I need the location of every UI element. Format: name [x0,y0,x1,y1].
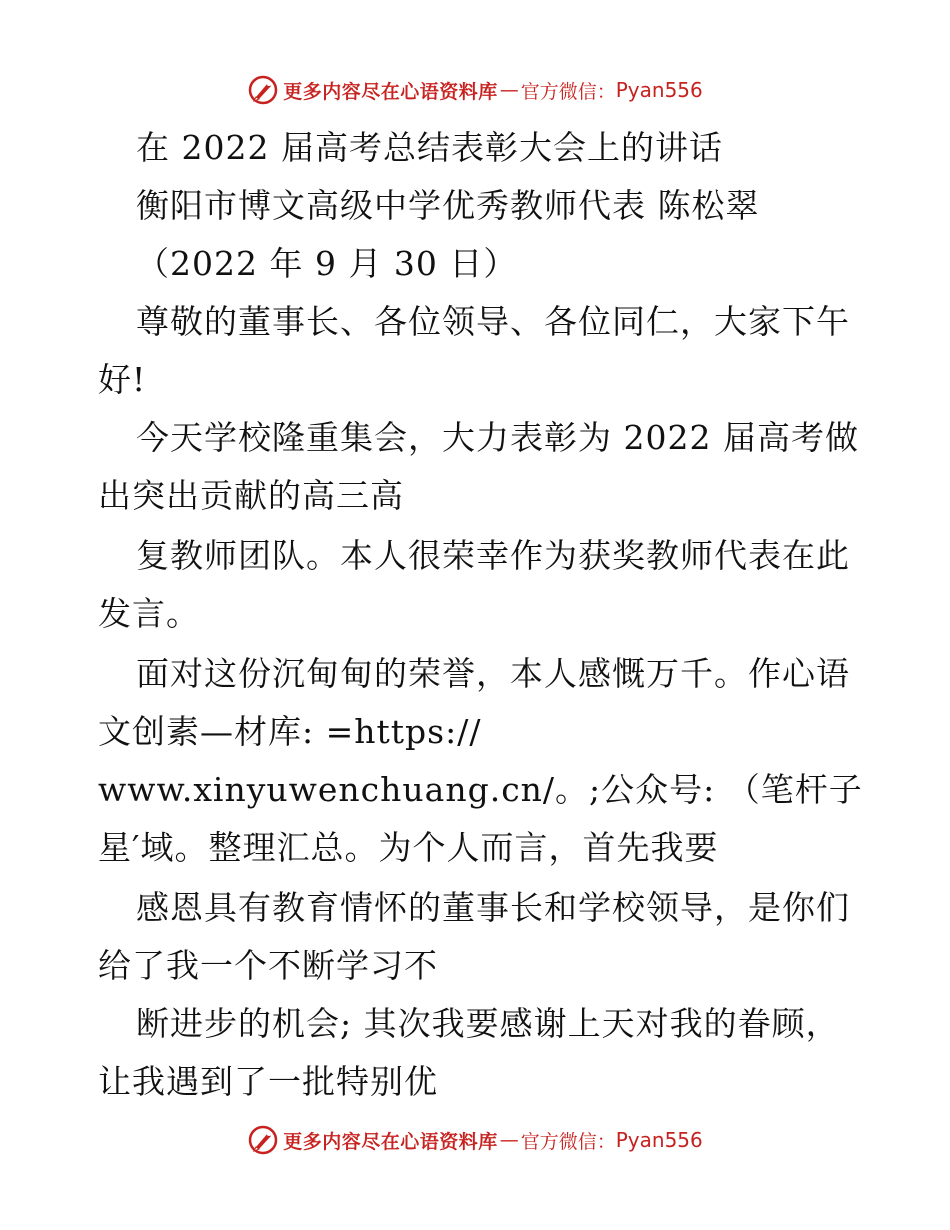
body-line: 面对这份沉甸甸的荣誉，本人感慨万千。作心语 [136,654,850,693]
document-title: 在 2022 届高考总结表彰大会上的讲话 [136,128,723,167]
body-line: 给了我一个不断学习不 [98,946,438,985]
footer-banner [0,1120,950,1160]
pen-logo-icon [247,1124,279,1156]
banner-wechat-label: 官方微信： [520,80,616,103]
banner-wechat-id: Pyan556 [615,1128,703,1152]
banner-text: 更多内容尽在心语资料库 [283,1130,498,1153]
date-line: （2022 年 9 月 30 日） [136,244,518,283]
body-line: 星′域。整理汇总。为个人而言，首先我要 [98,828,719,867]
header-banner [0,70,950,110]
body-line: www.xinyuwenchuang.cn/。;公众号: （笔杆子 [98,770,863,809]
body-line: 感恩具有教育情怀的董事长和学校领导，是你们 [136,888,850,927]
body-line: 复教师团队。本人很荣幸作为获奖教师代表在此 [136,536,850,575]
body-line: 断进步的机会; 其次我要感谢上天对我的眷顾， [136,1004,840,1043]
author-line: 衡阳市博文高级中学优秀教师代表 陈松翠 [136,186,760,225]
pen-logo-icon [247,74,279,106]
banner-text: 更多内容尽在心语资料库 [283,80,498,103]
body-line: 出突出贡献的高三高 [98,476,404,515]
body-line: 让我遇到了一批特别优 [98,1062,438,1101]
body-line: 尊敬的董事长、各位领导、各位同仁，大家下午 [136,302,850,341]
banner-wechat-id: Pyan556 [615,78,703,102]
banner-wechat-label: 官方微信： [520,1130,616,1153]
body-line: 文创素—材库: =https:// [98,712,482,751]
body-line: 发言。 [98,594,200,633]
body-line: 今天学校隆重集会，大力表彰为 2022 届高考做 [136,418,859,457]
banner-dash: — [499,1129,519,1151]
body-line: 好! [98,360,147,399]
banner-dash: — [499,79,519,101]
